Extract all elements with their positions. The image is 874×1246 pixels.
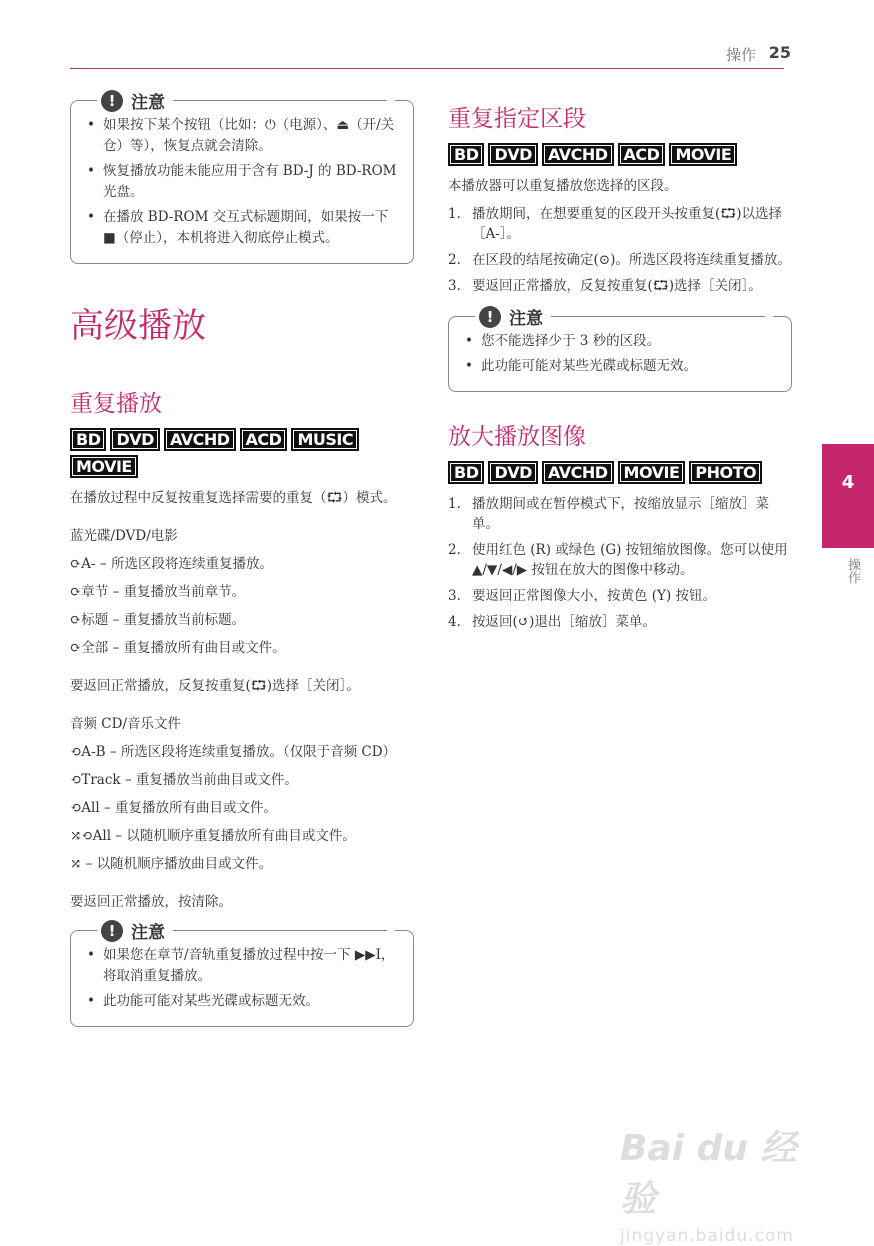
badge-dvd: DVD xyxy=(488,461,537,484)
cd-item: ⤮ – 以随机顺序播放曲目或文件。 xyxy=(70,856,273,872)
ab-repeat-intro: 本播放器可以重复播放您选择的区段。 xyxy=(448,178,678,194)
watermark-main: Bai du 经验 xyxy=(620,1128,797,1220)
note-item: • 恢复播放功能未能应用于含有 BD-J 的 BD-ROM 光盘。 xyxy=(87,161,399,203)
note-title: ! 注意 xyxy=(97,918,395,943)
header-rule xyxy=(70,68,784,69)
step-item: 3. 要返回正常图像大小，按黄色 (Y) 按钮。 xyxy=(448,588,717,604)
step-item: 1. 播放期间或在暂停模式下，按缩放显示［缩放］菜单。 xyxy=(448,496,769,532)
bd-label: 蓝光碟/DVD/电影 xyxy=(70,528,178,544)
note-box-resume xyxy=(70,91,414,264)
note-box-ab xyxy=(448,307,792,392)
note-item: • 您不能选择少于 3 秒的区段。 xyxy=(465,331,777,352)
right-column xyxy=(448,90,792,638)
chapter-side-label: 操作 xyxy=(845,558,860,584)
repeat-intro: 在播放过程中反复按重复选择需要的重复（⮔）模式。 xyxy=(70,490,397,506)
note-item: • 在播放 BD-ROM 交互式标题期间，如果按一下 ■（停止），本机将进入彻底停止模式。 xyxy=(87,207,399,249)
badge-movie: MOVIE xyxy=(70,455,138,478)
step-item: 1. 播放期间，在想要重复的区段开头按重复(⮔)以选择［A-］。 xyxy=(448,206,783,242)
disc-badges xyxy=(70,428,414,478)
badge-acd: ACD xyxy=(618,143,666,166)
zoom-steps xyxy=(448,494,792,632)
warning-icon: ! xyxy=(479,306,501,328)
chapter-number: 4 xyxy=(841,472,855,493)
badge-acd: ACD xyxy=(240,428,288,451)
badge-bd: BD xyxy=(70,428,106,451)
badge-dvd: DVD xyxy=(488,143,537,166)
cd-label: 音频 CD/音乐文件 xyxy=(70,716,181,732)
cd-item: ⟲All – 重复播放所有曲目或文件。 xyxy=(70,800,278,816)
note-item: • 此功能可能对某些光碟或标题无效。 xyxy=(465,356,777,377)
note-list xyxy=(87,945,399,1012)
bd-item: ⟳标题 – 重复播放当前标题。 xyxy=(70,612,246,628)
watermark-sub: jingyan.baidu.com xyxy=(620,1226,794,1246)
bd-item: ⟳A- – 所选区段将连续重复播放。 xyxy=(70,556,273,572)
disc-badges xyxy=(448,461,792,484)
step-item: 3. 要返回正常播放，反复按重复(⮔)选择［关闭］。 xyxy=(448,278,762,294)
badge-music: MUSIC xyxy=(291,428,359,451)
warning-icon: ! xyxy=(101,90,123,112)
badge-avchd: AVCHD xyxy=(542,143,614,166)
note-title: ! 注意 xyxy=(97,88,395,113)
note-title: ! 注意 xyxy=(475,304,773,329)
badge-avchd: AVCHD xyxy=(164,428,236,451)
bd-item: ⟳章节 – 重复播放当前章节。 xyxy=(70,584,246,600)
badge-movie: MOVIE xyxy=(618,461,686,484)
header-page-number: 25 xyxy=(768,43,791,62)
note-list xyxy=(465,331,777,377)
section-title-repeat: 重复播放 xyxy=(70,391,162,417)
bd-item: ⟳全部 – 重复播放所有曲目或文件。 xyxy=(70,640,286,656)
step-item: 2. 在区段的结尾按确定(⊙)。所选区段将连续重复播放。 xyxy=(448,252,791,268)
note-item: • 如果按下某个按钮（比如：⏻（电源）、⏏（开/关仓）等），恢复点就会清除。 xyxy=(87,115,399,157)
header-section: 操作 xyxy=(725,46,756,64)
left-column xyxy=(70,90,414,1027)
badge-bd: BD xyxy=(448,143,484,166)
chapter-side-tab xyxy=(822,444,874,548)
warning-icon: ! xyxy=(101,920,123,942)
badge-avchd: AVCHD xyxy=(542,461,614,484)
return-clear-text: 要返回正常播放，按清除。 xyxy=(70,894,232,910)
ab-repeat-steps xyxy=(448,204,792,296)
note-item: • 如果您在章节/音轨重复播放过程中按一下 ▶▶I，将取消重复播放。 xyxy=(87,945,399,987)
badge-movie: MOVIE xyxy=(669,143,737,166)
note-list xyxy=(87,115,399,249)
cd-item: ⟲A-B – 所选区段将连续重复播放。（仅限于音频 CD） xyxy=(70,744,397,760)
step-item: 4. 按返回(↺)退出［缩放］菜单。 xyxy=(448,614,656,630)
badge-photo: PHOTO xyxy=(689,461,762,484)
page-header xyxy=(0,0,874,70)
section-title-zoom: 放大播放图像 xyxy=(448,424,586,450)
return-normal-text: 要返回正常播放，反复按重复(⮔)选择［关闭］。 xyxy=(70,678,360,694)
chapter-title: 高级播放 xyxy=(70,306,206,346)
note-item: • 此功能可能对某些光碟或标题无效。 xyxy=(87,991,399,1012)
step-item: 2. 使用红色 (R) 或绿色 (G) 按钮缩放图像。您可以使用 ▲/▼/◀/▶ 按钮在放大的图像中移动。 xyxy=(448,542,788,578)
baidu-watermark xyxy=(620,1120,830,1246)
cd-item: ⤮⟲All – 以随机顺序重复播放所有曲目或文件。 xyxy=(70,828,356,844)
badge-dvd: DVD xyxy=(110,428,159,451)
cd-item: ⟲Track – 重复播放当前曲目或文件。 xyxy=(70,772,298,788)
disc-badges xyxy=(448,143,792,166)
note-box-repeat xyxy=(70,921,414,1027)
section-title-ab-repeat: 重复指定区段 xyxy=(448,106,586,132)
badge-bd: BD xyxy=(448,461,484,484)
